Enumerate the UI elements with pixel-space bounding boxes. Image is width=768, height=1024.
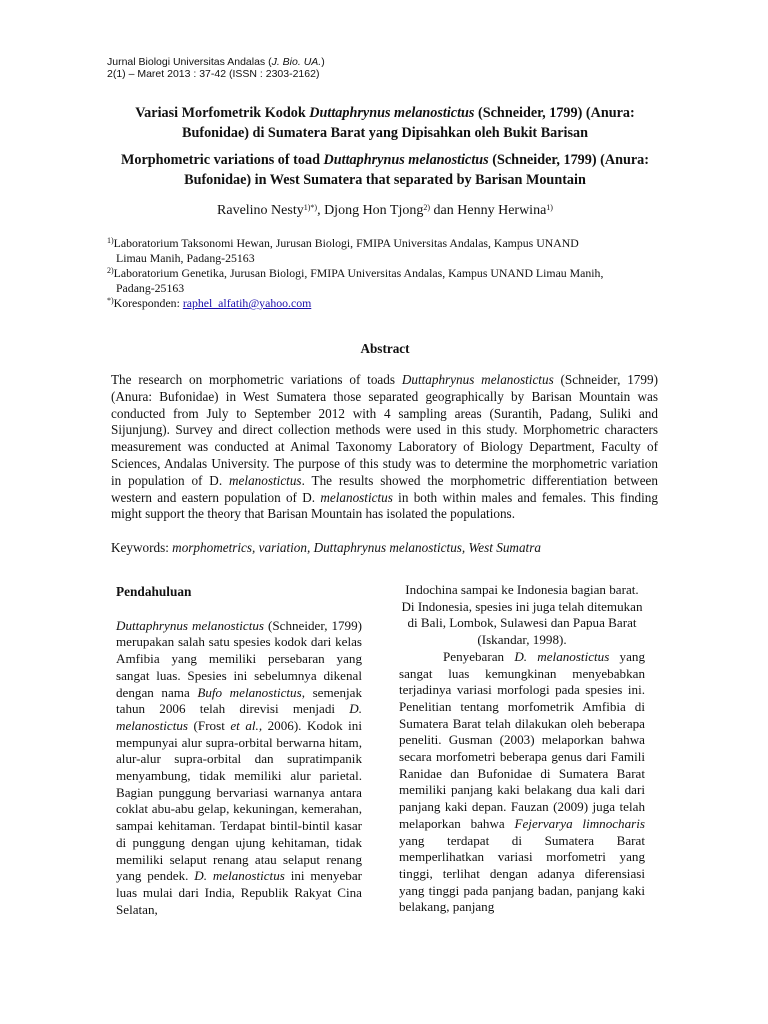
section-heading-pendahuluan: Pendahuluan xyxy=(116,584,192,599)
journal-line-2: 2(1) – Maret 2013 : 37-42 (ISSN : 2303-2162) xyxy=(107,68,320,80)
journal-abbrev: J. Bio. UA. xyxy=(271,56,322,68)
affiliation-1: $^{1)}$Laboratorium Taksonomi Hewan, Jurusan Biologi, FMIPA Universitas Andalas, Kampus UNAND xyxy=(107,236,579,250)
correspondence: *)Koresponden: raphel_alfatih@yahoo.com xyxy=(107,296,312,310)
correspondence-email-link[interactable]: raphel_alfatih@yahoo.com xyxy=(182,296,312,310)
keywords: Keywords: morphometrics, variation, Duttaphrynus melanostictus, West Sumatra xyxy=(111,540,541,555)
right-column xyxy=(399,582,645,916)
journal-line-1: Jurnal Biologi Universitas Andalas (J. Bio. UA.) xyxy=(107,56,325,68)
abstract-body: The research on morphometric variations of toads Duttaphrynus melanostictus (Schneider, 1799) (Anura: Bufonidae) in West Sumatera those separated geographically by Barisan Mountain was conducted from July to September 2012 with 4 sampling areas (Surantih, Padang, Suliki and Sijunjung). Survey and direct collection methods were used in this study. Morphometric characters measurement was conducted at Animal Taxonomy Laboratory of Biology Department, Faculty of Sciences, Andalas University. The purpose of this study was to determine the morphometric variation in population of D. melanostictus. The results showed the morphometric differentiation between western and eastern population of D. melanostictus in both within males and females. This finding might support the theory that Barisan Mountain has isolated the populations. xyxy=(111,372,658,522)
intro-paragraph-1-cont: Indochina sampai ke Indonesia bagian barat. Di Indonesia, spesies ini juga telah ditemukan di Bali, Lombok, Sulawesi dan Papua Barat (Iskandar, 1998). xyxy=(401,582,643,648)
affiliation-2: $^{2)}$Laboratorium Genetika, Jurusan Biologi, FMIPA Universitas Andalas, Kampus UNAND Limau Manih, xyxy=(107,266,604,280)
journal-header xyxy=(107,56,325,80)
affiliations xyxy=(107,236,662,311)
title-indonesian: Variasi Morfometrik Kodok Duttaphrynus melanostictus (Schneider, 1799) (Anura: Bufonidae) di Sumatera Barat yang Dipisahkan oleh Bukit Barisan xyxy=(135,105,635,141)
affiliation-2-cont: Padang-25163 xyxy=(116,281,185,295)
abstract-heading: Abstract xyxy=(360,341,410,356)
intro-paragraph-1: Duttaphrynus melanostictus (Schneider, 1799) merupakan salah satu spesies kodok dari kelas Amfibia yang memiliki persebaran yang sangat luas. Spesies ini sebelumnya dikenal dengan nama Bufo melanostictus, semenjak tahun 2006 telah direvisi menjadi D. melanostictus (Frost et al., 2006). Kodok ini mempunyai alur supra-orbital berwarna hitam, alur-alur supra-orbital dan supratimpanik menyambung, tidak memiliki alur parietal. Bagian punggung bervariasi warnanya antara coklat abu-abu gelap, kekuningan, kemerahan, sampai kehitaman. Terdapat bintil-bintil kasar di punggung dengan ujung kehitaman, tidak memiliki selaput renang atau selaput renang yang pendek. D. melanostictus ini menyebar luas mulai dari India, Republik Rakyat Cina Selatan, xyxy=(116,617,363,917)
intro-paragraph-2: Penyebaran D. melanostictus yang sangat luas kemungkinan menyebabkan terjadinya variasi morfologi pada spesies ini. Penelitian tentang morfometrik Amfibia di Sumatera Barat telah dilakukan oleh beberapa peneliti. Gusman (2003) melaporkan bahwa secara morfometri beberapa genus dari Famili Ranidae dan Bufonidae di Sumatera Barat memiliki panjang kaki belakang dua kali dari panjang kaki depan. Fauzan (2009) juga telah melaporkan bahwa Fejervarya limnocharis yang terdapat di Sumatera Barat memperlihatkan variasi morfometri yang tinggi, terlihat dengan adanya diferensiasi yang tinggi pada panjang badan, panjang kaki belakang, panjang xyxy=(399,648,646,915)
keyword-terms: morphometrics, variation, Duttaphrynus melanostictus, West Sumatra xyxy=(172,540,541,555)
affiliation-1-cont: Limau Manih, Padang-25163 xyxy=(116,251,255,265)
left-column xyxy=(116,584,362,918)
title-english: Morphometric variations of toad Duttaphrynus melanostictus (Schneider, 1799) (Anura: Bufonidae) in West Sumatera that separated by Barisan Mountain xyxy=(120,152,649,188)
author-list: Ravelino Nesty$^{1)*)}$, Djong Hon Tjong$^{2)}$ dan Henny Herwina$^{1)}$ xyxy=(217,203,553,218)
